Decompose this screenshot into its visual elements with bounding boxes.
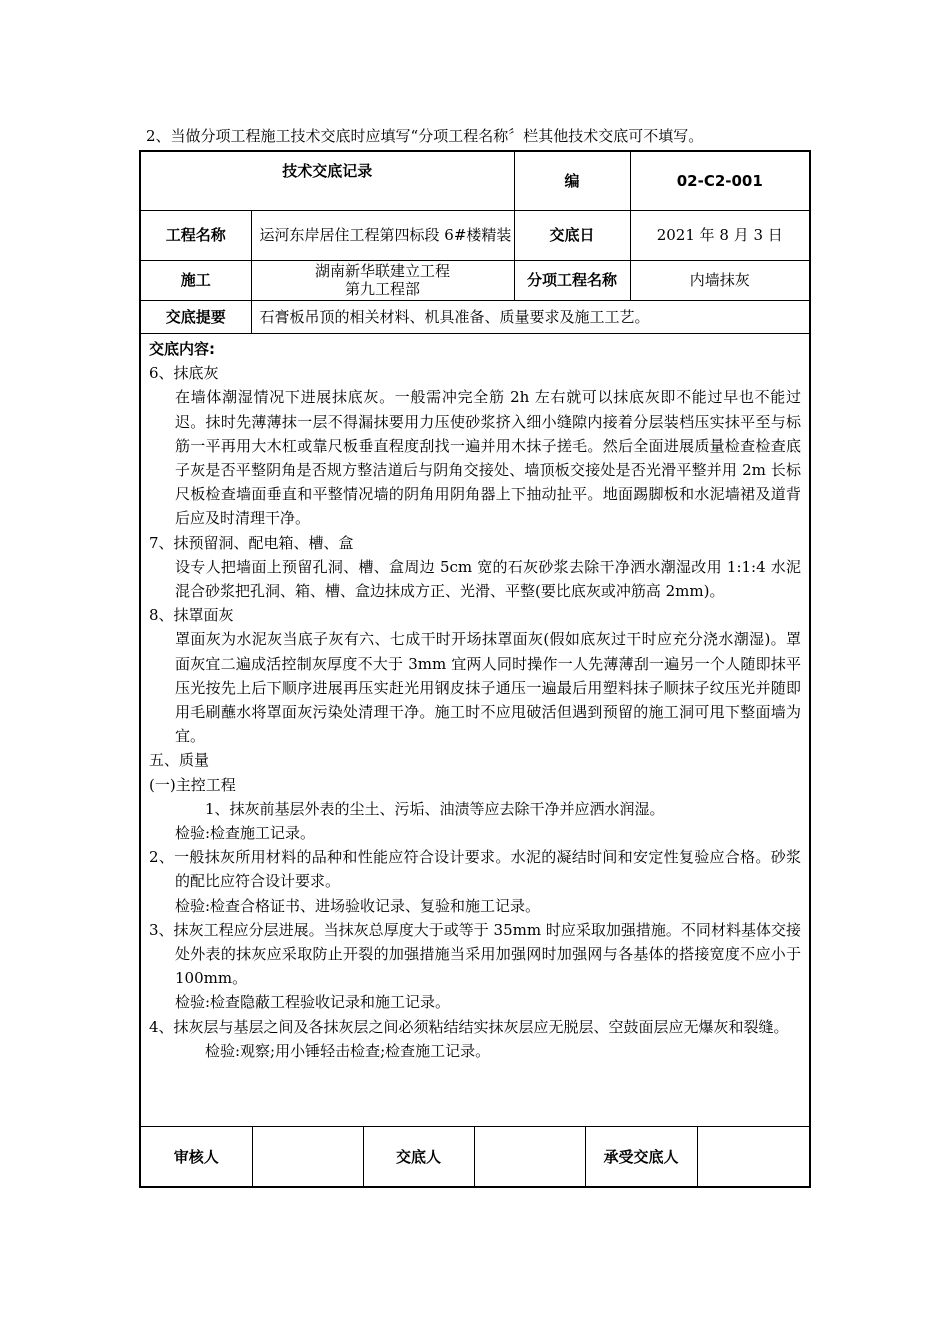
contractor-line-2: 第九工程部 <box>345 280 421 298</box>
disclosure-date-label: 交底日 <box>514 210 630 260</box>
quality-item-3: 3、抹灰工程应分层进展。当抹灰总厚度大于或等于 35mm 时应采取加强措施。不同材料基体交接处外表的抹灰应采取防止开裂的加强措施当采用加强网时加强网与各基体的搭接宽度不应小于 100mm。 <box>149 920 801 988</box>
quality-item-3-check: 检验:检查隐蔽工程验收记录和施工记录。 <box>175 993 451 1012</box>
disclosure-date-value: 2021 年 8 月 3 日 <box>630 210 809 260</box>
form-title: 技术交底记录 <box>141 152 514 210</box>
content-heading: 交底内容: <box>149 340 215 358</box>
section-8-title: 8、抹罩面灰 <box>149 606 234 625</box>
project-name-label: 工程名称 <box>141 210 251 260</box>
code-label: 编 <box>514 152 630 210</box>
technical-disclosure-form <box>139 150 811 1188</box>
reviewer-signature-field[interactable] <box>252 1127 363 1186</box>
receiver-label: 承受交底人 <box>585 1127 697 1186</box>
summary-label: 交底提要 <box>141 300 251 333</box>
quality-item-2-check: 检验:检查合格证书、进场验收记录、复验和施工记录。 <box>175 896 541 915</box>
quality-item-1: 1、抹灰前基层外表的尘土、污垢、油渍等应去除干净并应洒水润湿。 <box>205 799 665 818</box>
contractor-label: 施工 <box>141 260 251 300</box>
subitem-name-value: 内墙抹灰 <box>630 260 809 300</box>
section-8-body: 罩面灰为水泥灰当底子灰有六、七成干时开场抹罩面灰(假如底灰过干时应充分浇水潮湿)。罩面灰宜二遍成活控制灰厚度不大于 3mm 宜两人同时操作一人先薄薄刮一遍另一个人随即抹平压光按先上后下顺序进展再压实赶光用钢皮抹子通压一遍最后用塑料抹子顺抹子纹压光并随即用毛刷蘸水将罩面灰污染处清理干净。施工时不应甩破活但遇到预留的施工洞可甩下整面墙为宜。 <box>175 630 801 746</box>
form-header-table <box>141 152 809 334</box>
fill-instruction-note: 2、当做分项工程施工技术交底时应填写“分项工程名称〞栏其他技术交底可不填写。 <box>146 127 704 145</box>
section-6-body: 在墙体潮湿情况下进展抹底灰。一般需冲完全筋 2h 左右就可以抹底灰即不能过早也不能过迟。抹时先薄薄抹一层不得漏抹要用力压使砂浆挤入细小缝隙内接着分层装档压实抹平至与标筋一平再用大木杠或靠尺板垂直程度刮找一遍并用木抹子搓毛。然后全面进展质量检查检查底子灰是否平整阴角是否规方整洁道后与阴角交接处、墙顶板交接处是否光滑平整并用 2m 长标尺板检查墙面垂直和平整情况墙的阴角用阴角器上下抽动扯平。地面踢脚板和水泥墙裙及道背后应及时清理干净。 <box>175 388 801 528</box>
code-value: 02-C2-001 <box>630 152 809 210</box>
discloser-label: 交底人 <box>363 1127 474 1186</box>
quality-title: 五、质量 <box>149 751 210 770</box>
subitem-name-label: 分项工程名称 <box>514 260 630 300</box>
section-7-body: 设专人把墙面上预留孔洞、槽、盒周边 5cm 宽的石灰砂浆去除干净洒水潮湿改用 1:1:4 水泥混合砂浆把孔洞、箱、槽、盒边抹成方正、光滑、平整(要比底灰或冲筋高 2mm)。 <box>175 557 801 601</box>
reviewer-label: 审核人 <box>173 1148 219 1166</box>
quality-item-1-check: 检验:检查施工记录。 <box>175 824 316 843</box>
summary-value: 石膏板吊顶的相关材料、机具准备、质量要求及施工工艺。 <box>251 300 809 333</box>
contractor-value <box>251 260 514 300</box>
quality-item-2: 2、一般抹灰所用材料的品种和性能应符合设计要求。水泥的凝结时间和安定性复验应合格。砂浆的配比应符合设计要求。 <box>149 848 801 891</box>
receiver-signature-field[interactable] <box>697 1127 809 1186</box>
signature-row <box>141 1127 809 1186</box>
quality-item-4-check: 检验:观察;用小锤轻击检查;检查施工记录。 <box>205 1041 491 1060</box>
discloser-signature-field[interactable] <box>474 1127 585 1186</box>
section-7-title: 7、抹预留洞、配电箱、槽、盒 <box>149 533 354 552</box>
signature-table <box>141 1127 809 1186</box>
section-6-title: 6、抹底灰 <box>149 364 219 383</box>
contractor-line-1: 湖南新华联建立工程 <box>315 262 451 280</box>
main-control-title: (一)主控工程 <box>149 775 236 794</box>
quality-item-4: 4、抹灰层与基层之间及各抹灰层之间必须粘结结实抹灰层应无脱层、空鼓面层应无爆灰和裂缝。 <box>149 1017 789 1036</box>
project-name-value: 运河东岸居住工程第四标段 6#楼精装 <box>251 210 514 260</box>
disclosure-content <box>141 333 809 1127</box>
